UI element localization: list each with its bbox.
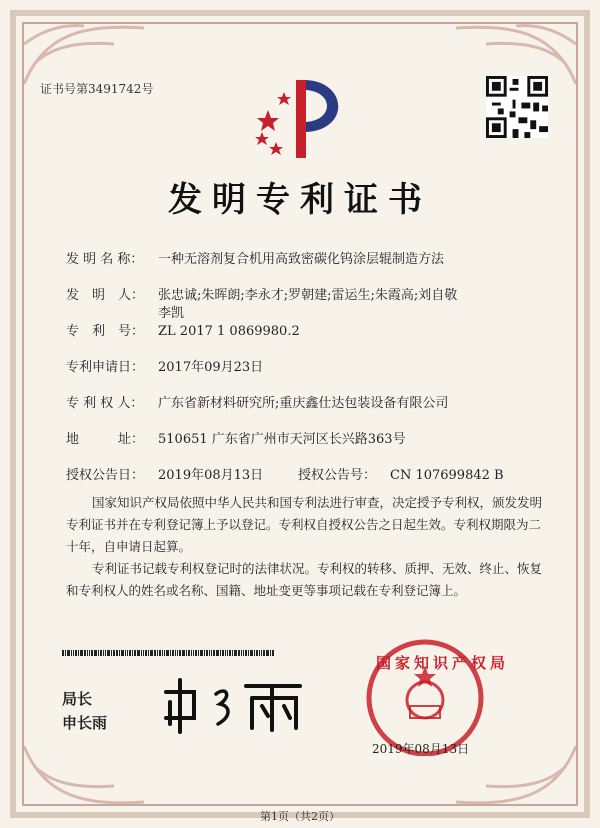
barcode-bar (127, 650, 128, 656)
inventors-row (66, 284, 457, 303)
barcode-bar (243, 650, 244, 656)
barcode-bar (204, 650, 205, 656)
barcode-bar (172, 650, 174, 656)
filing-date-label: 专利申请日： (66, 360, 145, 375)
barcode-bar (191, 650, 192, 656)
qr-code-icon (486, 76, 548, 138)
barcode-bar (222, 650, 224, 656)
barcode-bar (121, 650, 124, 656)
barcode-bar (143, 650, 144, 656)
barcode-bar (78, 650, 79, 656)
barcode-bar (272, 650, 274, 656)
barcode-bar (157, 650, 158, 656)
barcode-bar (164, 650, 165, 656)
patentee-label: 专 利 权 人： (66, 396, 144, 411)
barcode-bar (195, 650, 197, 656)
barcode-bar (75, 650, 77, 656)
grant-number-value: CN 107699842 B (390, 468, 504, 483)
barcode-bar (62, 650, 64, 656)
grant-date-label: 授权公告日： (66, 468, 145, 483)
ornament-bottom-left-icon (24, 736, 144, 806)
barcode-bar (80, 650, 83, 656)
handwritten-signature-icon (160, 672, 310, 734)
barcode-bar (134, 650, 136, 656)
barcode-bar (216, 650, 219, 656)
barcode-bar (193, 650, 194, 656)
barcode-bar (91, 650, 93, 656)
barcode-bar (259, 650, 260, 656)
grant-date-value: 2019年08月13日 (158, 468, 264, 483)
barcode-bar (198, 650, 199, 656)
inventors-value: 张忠诚;朱晖朗;李永才;罗朝建;雷运生;朱霞高;刘自敬 (158, 288, 458, 303)
signatory-name: 申长雨 (62, 714, 108, 732)
barcode-bar (148, 650, 149, 656)
barcode-bar (94, 650, 97, 656)
invention-name-value: 一种无溶剂复合机用高致密碳化钨涂层辊制造方法 (158, 252, 445, 267)
barcode-bar (229, 650, 231, 656)
barcode-bar (162, 650, 163, 656)
barcode-bar (89, 650, 90, 656)
barcode-bar (220, 650, 221, 656)
patent-office-logo-icon (248, 70, 358, 160)
patentee-value: 广东省新材料研究所;重庆鑫仕达包装设备有限公司 (158, 396, 449, 411)
inventors-label: 发 明 人： (66, 288, 145, 303)
barcode (62, 650, 382, 656)
barcode-bar (71, 650, 72, 656)
barcode-bar (238, 650, 240, 656)
seal-date: 2019年08月13日 (372, 742, 470, 756)
inventors-value-2: 李凯 (158, 306, 185, 321)
inventors-row-2 (158, 302, 184, 321)
filing-date-value: 2017年09月23日 (158, 360, 264, 375)
barcode-bar (98, 650, 99, 656)
barcode-bar (248, 650, 249, 656)
seal-text: 国家知识产权局 (376, 654, 510, 672)
barcode-bar (261, 650, 262, 656)
barcode-bar (84, 650, 86, 656)
patentee-row (66, 392, 448, 411)
barcode-bar (266, 650, 269, 656)
invention-name-row (66, 248, 444, 267)
patent-number-row (66, 320, 300, 339)
barcode-bar (87, 650, 88, 656)
barcode-bar (256, 650, 258, 656)
barcode-bar (270, 650, 271, 656)
barcode-bar (132, 650, 133, 656)
barcode-bar (213, 650, 215, 656)
legal-paragraph-1: 国家知识产权局依照中华人民共和国专利法进行审查，决定授予专利权，颁发发明专利证书并在专利登记簿上予以登记。专利权自授权公告之日起生效。专利权期限为二十年，自申请日起算。 (66, 495, 543, 554)
certificate-number: 证书号第3491742号 (40, 82, 154, 96)
barcode-bar (111, 650, 112, 656)
barcode-bar (145, 650, 147, 656)
barcode-bar (225, 650, 226, 656)
page-title: 发明专利证书 (168, 180, 432, 220)
barcode-bar (250, 650, 253, 656)
barcode-bar (170, 650, 171, 656)
barcode-bar (234, 650, 237, 656)
barcode-bar (159, 650, 161, 656)
barcode-bar (177, 650, 178, 656)
grant-number-label: 授权公告号： (298, 468, 377, 483)
barcode-bar (65, 650, 66, 656)
barcode-bar (116, 650, 118, 656)
barcode-bar (119, 650, 120, 656)
barcode-bar (73, 650, 74, 656)
barcode-bar (150, 650, 153, 656)
barcode-bar (254, 650, 255, 656)
barcode-bar (200, 650, 203, 656)
barcode-bar (107, 650, 110, 656)
patent-number-value: ZL 2017 1 0869980.2 (158, 324, 300, 339)
barcode-bar (129, 650, 131, 656)
address-label: 地 址： (66, 432, 145, 447)
barcode-bar (67, 650, 70, 656)
barcode-bar (186, 650, 187, 656)
patent-number-label: 专 利 号： (66, 324, 145, 339)
barcode-bar (179, 650, 181, 656)
barcode-bar (113, 650, 115, 656)
barcode-bar (227, 650, 228, 656)
barcode-bar (166, 650, 169, 656)
address-row (66, 428, 406, 447)
barcode-bar (137, 650, 140, 656)
grant-date-row (66, 464, 263, 483)
barcode-bar (263, 650, 265, 656)
page-footer: 第1页（共2页） (260, 810, 340, 823)
barcode-bar (125, 650, 126, 656)
legal-paragraph-2: 专利证书记载专利权登记时的法律状况。专利权的转移、质押、无效、终止、恢复和专利权人的姓名或名称、国籍、地址变更等事项记载在专利登记簿上。 (66, 561, 543, 598)
barcode-bar (206, 650, 208, 656)
barcode-bar (105, 650, 106, 656)
barcode-bar (141, 650, 142, 656)
filing-date-row (66, 356, 263, 375)
barcode-bar (175, 650, 176, 656)
barcode-bar (182, 650, 185, 656)
barcode-bar (188, 650, 190, 656)
signature-title: 局长 (62, 690, 93, 708)
barcode-bar (100, 650, 102, 656)
barcode-bar (154, 650, 156, 656)
barcode-bar (211, 650, 212, 656)
address-value: 510651 广东省广州市天河区长兴路363号 (158, 432, 406, 447)
invention-name-label: 发 明 名 称： (66, 252, 144, 267)
barcode-bar (103, 650, 104, 656)
barcode-bar (241, 650, 242, 656)
barcode-bar (245, 650, 247, 656)
barcode-bar (209, 650, 210, 656)
barcode-bar (232, 650, 233, 656)
grant-number-row (298, 464, 504, 483)
